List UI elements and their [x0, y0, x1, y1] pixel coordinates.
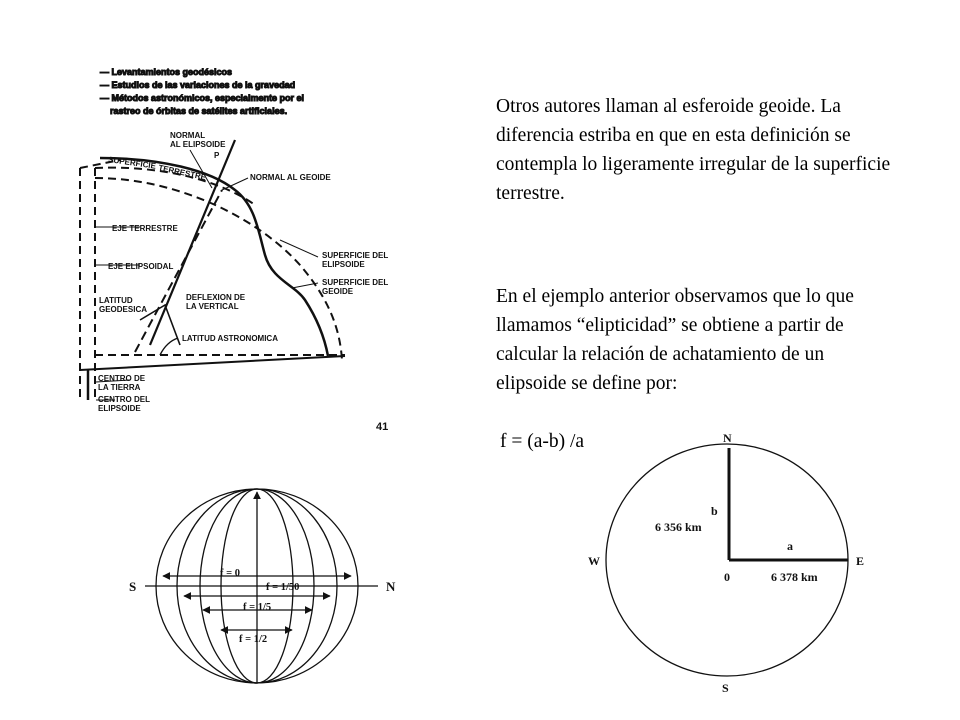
label-a: a [787, 539, 793, 553]
figure-number: 41 [376, 421, 389, 433]
label-sup-geoide-2: GEOIDE [322, 287, 354, 296]
label-f-15: f = 1/5 [243, 602, 272, 613]
label-deflexion-2: LA VERTICAL [186, 302, 239, 311]
flattening-figure [129, 489, 396, 683]
label-s: S [129, 579, 137, 594]
legend-item-4: rastreo de órbitas de satélites artificiales. [110, 106, 288, 116]
formula-flattening: f = (a-b) /a [500, 431, 585, 452]
paragraph-elipticidad: En el ejemplo anterior observamos que lo que llamamos “elipticidad” se obtiene a partir de calcular la relación de achatamiento de un elipsoide se define por: [496, 286, 854, 394]
label-normal: NORMAL [170, 131, 206, 140]
label-al-elipsoide: AL ELIPSOIDE [170, 140, 226, 149]
latitude-arc [160, 338, 178, 355]
geoid-figure [80, 67, 388, 433]
legend-item-3: — Métodos astronómicos, especialmente por el [100, 93, 305, 103]
label-f-150: f = 1/50 [266, 582, 300, 593]
label-latitud-geo-2: GEODESICA [99, 305, 148, 314]
label-sup-elipsoide-2: ELIPSOIDE [322, 260, 365, 269]
label-normal-geoide: NORMAL AL GEOIDE [250, 173, 331, 182]
ellipse-figure [588, 431, 864, 695]
label-sup-elipsoide-1: SUPERFICIE DEL [322, 251, 389, 260]
leader-sup-geoide [292, 283, 318, 288]
label-sup-geoide-1: SUPERFICIE DEL [322, 278, 389, 287]
geoid-surface [100, 158, 328, 356]
label-n: N [386, 579, 396, 594]
equator-solid [80, 356, 345, 370]
label-east: E [856, 554, 865, 568]
label-centro-tierra-2: LA TIERRA [98, 383, 141, 392]
label-south: S [722, 681, 729, 695]
label-latitud-astronomica: LATITUD ASTRONOMICA [182, 334, 278, 343]
label-latitud-geo-1: LATITUD [99, 296, 133, 305]
label-west: W [588, 554, 600, 568]
label-centro-elipsoide-2: ELIPSOIDE [98, 404, 141, 413]
label-b: b [711, 504, 718, 518]
label-north: N [723, 431, 732, 445]
label-terrestre: TERRESTRE [157, 163, 207, 183]
label-f-0: f = 0 [220, 568, 240, 579]
label-a-value: 6 378 km [771, 570, 818, 584]
legend [100, 67, 304, 116]
paragraph-esferoide: Otros autores llaman al esferoide geoide. La diferencia estriba en que en esta definición se contempla lo ligeramente irregular de la superficie terrestre. [496, 96, 891, 204]
label-deflexion-1: DEFLEXION DE [186, 293, 246, 302]
legend-item-1: — Levantamientos geodésicos [100, 67, 233, 77]
label-eje-elipsoidal: EJE ELIPSOIDAL [108, 262, 174, 271]
label-centro-elipsoide-1: CENTRO DEL [98, 395, 150, 404]
leader-sup-elipsoide [280, 240, 318, 257]
normal-ellipsoid-line [135, 190, 222, 352]
label-f-12: f = 1/2 [239, 634, 268, 645]
legend-item-2: — Estudios de las variaciones de la gravedad [100, 80, 296, 90]
label-p: P [214, 151, 220, 160]
label-b-value: 6 356 km [655, 520, 702, 534]
label-centro-tierra-1: CENTRO DE [98, 374, 146, 383]
label-origin: 0 [724, 570, 730, 584]
label-eje-terrestre: EJE TERRESTRE [112, 224, 178, 233]
label-superficie: SUPERFICIE [107, 155, 157, 171]
